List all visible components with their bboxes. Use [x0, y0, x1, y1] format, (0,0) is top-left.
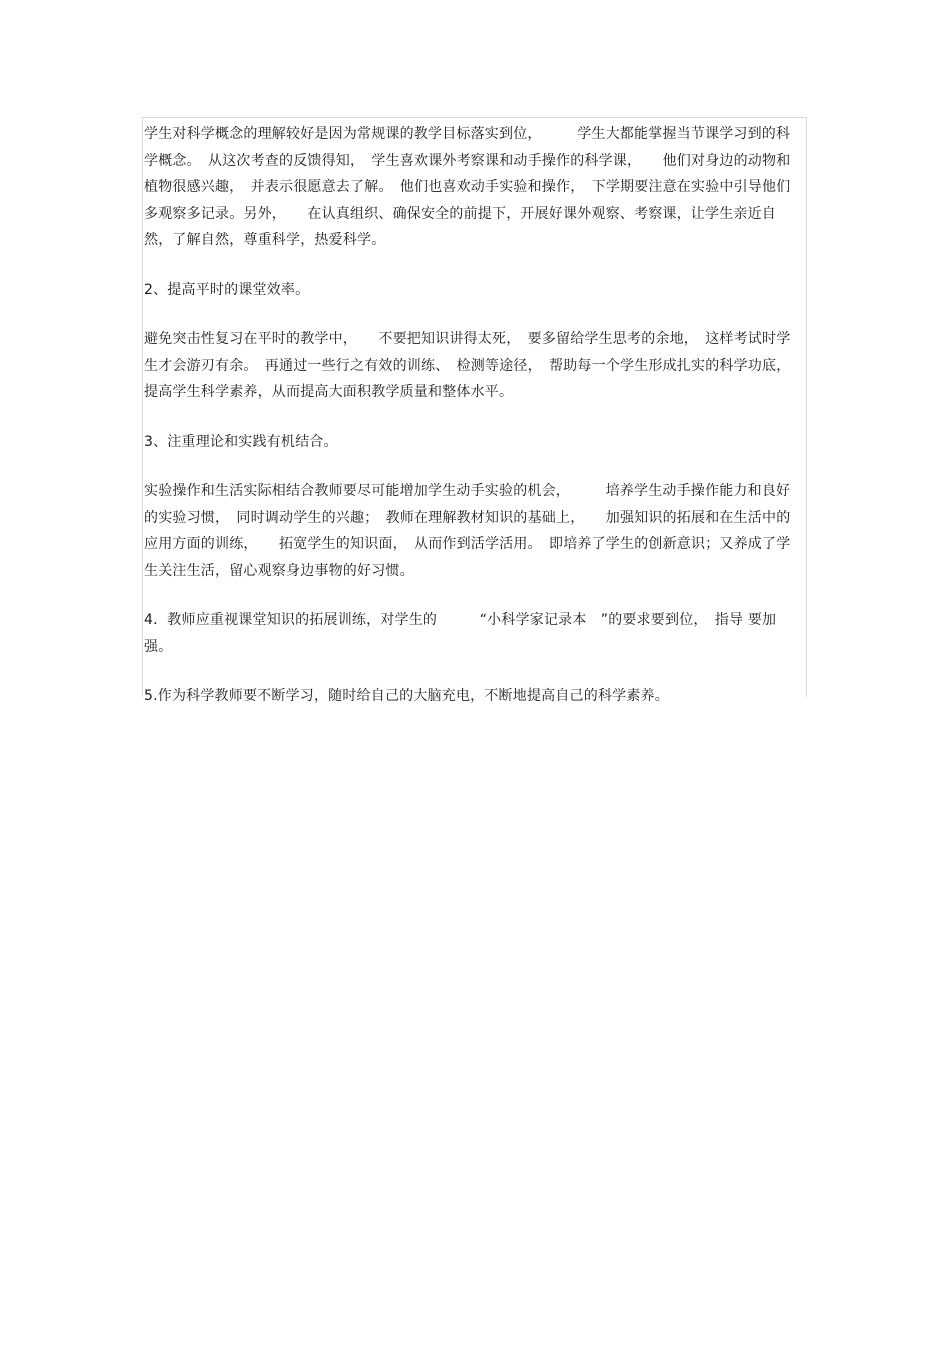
paragraph-avoid-cramming: 避免突击性复习在平时的教学中， 不要把知识讲得太死， 要多留给学生思考的余地， 这样考试时学生才会游刃有余。 再通过一些行之有效的训练、 检测等途径， 帮助每一个学生形成扎实的科学功底，提高学生科学素养，从而提高大面积教学质量和整体水平。: [144, 331, 791, 400]
paragraph-spacer: [144, 303, 798, 326]
paragraph-teacher-learning: 5.作为科学教师要不断学习，随时给自己的大脑充电，不断地提高自己的科学素养。: [144, 688, 669, 704]
paragraph-spacer: [144, 406, 798, 429]
paragraph-spacer: [144, 660, 798, 683]
paragraph-experiment-practice: 实验操作和生活实际相结合教师要尽可能增加学生动手实验的机会， 培养学生动手操作能力和良好的实验习惯， 同时调动学生的兴趣； 教师在理解教材知识的基础上， 加强知识的拓展和在生活中的应用方面的训练， 拓宽学生的知识面， 从而作到活学活用。 即培养了学生的创新意识；又养成了学生关注生活，留心观察身边事物的好习惯。: [144, 483, 791, 579]
paragraph-spacer: [144, 584, 798, 607]
paragraph-spacer: [144, 455, 798, 478]
paragraph-concept-understanding: 学生对科学概念的理解较好是因为常规课的教学目标落实到位， 学生大都能掌握当节课学习到的科学概念。 从这次考查的反馈得知， 学生喜欢课外考察课和动手操作的科学课， 他们对身边的动物和植物很感兴趣， 并表示很愿意去了解。 他们也喜欢动手实验和操作， 下学期要注意在实验中引导他们多观察多记录。另外， 在认真组织、确保安全的前提下，开展好课外观察、考察课，让学生亲近自然，了解自然，尊重科学，热爱科学。: [144, 126, 791, 248]
document-body: [144, 121, 798, 710]
paragraph-knowledge-extension: 4．教师应重视课堂知识的拓展训练，对学生的 “小科学家记录本 ”的要求要到位， 指导 要加强。: [144, 612, 777, 655]
heading-classroom-efficiency: 2、提高平时的课堂效率。: [144, 281, 310, 298]
paragraph-spacer: [144, 254, 798, 277]
heading-theory-practice: 3、注重理论和实践有机结合。: [144, 433, 338, 450]
